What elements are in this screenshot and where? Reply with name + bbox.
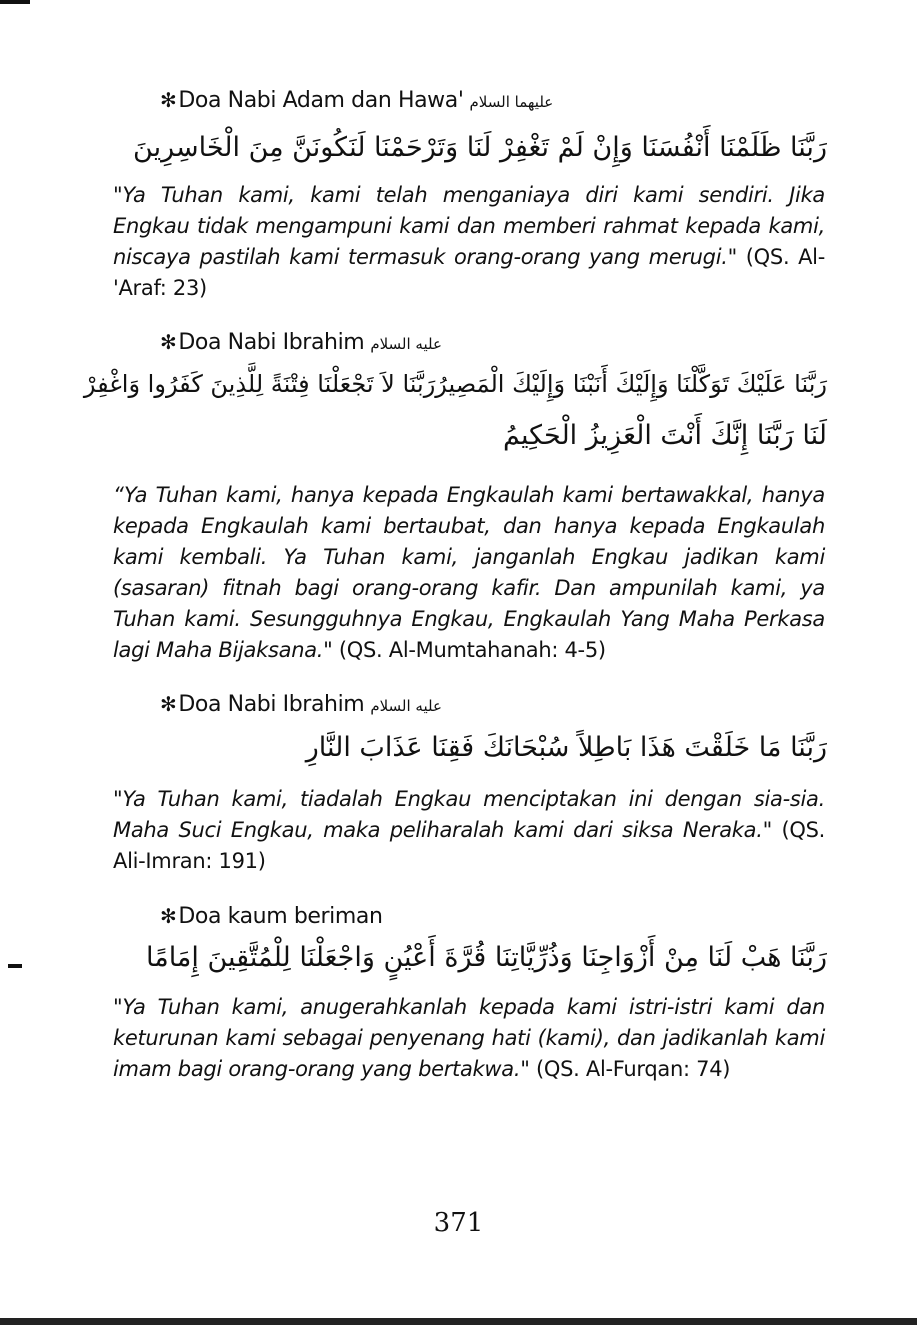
scan-mark-left [8, 964, 22, 968]
section-title-kaum-beriman [160, 904, 383, 929]
translation-quote: "Ya Tuhan kami, anugerahkanlah kepada kami istri-istri kami dan keturunan kami sebagai penyenang hati (kami), dan jadikanlah kami imam bagi orang-orang yang bertakwa." [113, 995, 825, 1081]
translation-quote: "Ya Tuhan kami, kami telah menganiaya diri kami sendiri. Jika Engkau tidak mengampuni kami dan memberi rahmat kepada kami, niscaya pastilah kami termasuk orang-orang yang merugi." [113, 183, 825, 269]
translation-paragraph [113, 480, 825, 666]
translation-paragraph [113, 180, 825, 304]
arabic-verse: رَبَّنَا ظَلَمْنَا أَنْفُسَنَا وَإِنْ لَمْ تَغْفِرْ لَنَا وَتَرْحَمْنَا لَنَكُونَنَّ مِنَ الْخَاسِرِينَ [133, 132, 827, 163]
section-title-adam-hawa [160, 88, 553, 113]
page-number: 371 [433, 1208, 484, 1238]
scan-mark-bottom [0, 1318, 917, 1325]
scan-mark-top [0, 0, 30, 4]
verse-reference: (QS. Al-'Araf: 23) [113, 245, 825, 300]
arabic-verse: رَبَّنَا هَبْ لَنَا مِنْ أَزْوَاجِنَا وَذُرِّيَّاتِنَا قُرَّةَ أَعْيُنٍ وَاجْعَلْنَا لِلْمُتَّقِينَ إِمَامًا [146, 942, 827, 973]
section-title-ibrahim-2 [160, 692, 442, 717]
arabic-verse: رَبَّنَا مَا خَلَقْتَ هَذَا بَاطِلاً سُبْحَانَكَ فَقِنَا عَذَابَ النَّارِ [305, 732, 827, 763]
translation-paragraph [113, 784, 825, 877]
translation-quote: "Ya Tuhan kami, tiadalah Engkau menciptakan ini dengan sia-sia. Maha Suci Engkau, maka peliharalah kami dari siksa Neraka." [113, 787, 825, 842]
section-title-text: Doa Nabi Ibrahim [178, 692, 365, 717]
flower-icon: ✻ [160, 330, 177, 354]
translation-quote: “Ya Tuhan kami, hanya kepada Engkaulah kami bertawakkal, hanya kepada Engkaulah kami bertaubat, dan hanya kepada Engkaulah kami kembali. Ya Tuhan kami, janganlah Engkau jadikan kami (sasaran) fitnah bagi orang-orang kafir. Dan ampunilah kami, ya Tuhan kami. Sesungguhnya Engkau, Engkaulah Yang Maha Perkasa lagi Maha Bijaksana." [113, 483, 825, 662]
arabic-verse-line2: لَنَا رَبَّنَا إِنَّكَ أَنْتَ الْعَزِيزُ الْحَكِيمُ [503, 420, 827, 451]
flower-icon: ✻ [160, 692, 177, 716]
flower-icon: ✻ [160, 88, 177, 112]
section-title-text: Doa kaum beriman [178, 904, 383, 929]
verse-reference: (QS. Ali-Imran: 191) [113, 818, 825, 873]
honorific-icon: عليه السلام [370, 335, 442, 353]
verse-reference: (QS. Al-Furqan: 74) [529, 1057, 731, 1081]
verse-reference: (QS. Al-Mumtahanah: 4-5) [332, 638, 606, 662]
flower-icon: ✻ [160, 904, 177, 928]
arabic-verse-line1: رَبَّنَا عَلَيْكَ تَوَكَّلْنَا وَإِلَيْكَ أَنَبْنَا وَإِلَيْكَ الْمَصِيرُرَبَّنَا لاَ تَجْعَلْنَا فِتْنَةً لِلَّذِينَ كَفَرُوا وَاغْفِرْ [83, 370, 827, 398]
honorific-icon: عليهما السلام [469, 93, 554, 111]
honorific-icon: عليه السلام [370, 697, 442, 715]
section-title-text: Doa Nabi Ibrahim [178, 330, 365, 355]
translation-paragraph [113, 992, 825, 1085]
section-title-text: Doa Nabi Adam dan Hawa' [178, 88, 464, 113]
section-title-ibrahim-1 [160, 330, 442, 355]
